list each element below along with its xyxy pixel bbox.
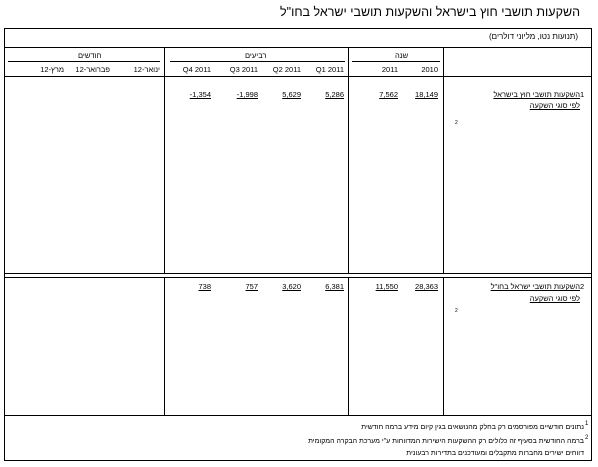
footnote-mark: 2 bbox=[455, 307, 458, 314]
header-monthly: חודשים bbox=[78, 51, 102, 60]
column-header: פברואר-12 bbox=[75, 65, 110, 74]
monthly-underline bbox=[8, 61, 160, 62]
col-sep-year-2 bbox=[443, 277, 444, 415]
header-quarterly: רביעים bbox=[245, 51, 267, 60]
quarterly-underline bbox=[170, 61, 345, 62]
report-subtitle: (תנועות נטו, מליוני דולרים) bbox=[489, 32, 578, 41]
note-2: ברמה החודשית בסעיף זה כלולים רק ההשקעות הישירות המדווחות ע"י מערכת הבקרה המקומית bbox=[308, 438, 584, 445]
section-label: השקעות תושבי ישראל בחו"ל bbox=[490, 282, 580, 291]
note-mark-2: 2 bbox=[585, 435, 589, 441]
col-sep-monthly-2 bbox=[164, 277, 165, 415]
section-label: השקעות תושבי חוץ בישראל bbox=[493, 90, 580, 99]
col-sep-monthly bbox=[164, 48, 165, 273]
footnote-mark: 2 bbox=[455, 119, 458, 126]
column-header: Q1 2011 bbox=[315, 65, 344, 74]
section-total-cell: -1,998 bbox=[236, 90, 258, 99]
frame-subtitle-line bbox=[4, 47, 592, 48]
column-header: Q3 2011 bbox=[229, 65, 258, 74]
column-header-line bbox=[4, 76, 592, 77]
note-mark-1: 1 bbox=[585, 421, 589, 427]
column-header: Q2 2011 bbox=[272, 65, 301, 74]
column-header: ינואר-12 bbox=[133, 65, 160, 74]
section-total-cell: 757 bbox=[245, 282, 258, 291]
frame-top bbox=[4, 28, 592, 29]
frame-right bbox=[591, 28, 592, 460]
section-total-cell: 5,286 bbox=[325, 90, 344, 99]
section-divider-top bbox=[4, 273, 592, 274]
section-subheader: לפי סוגי השקעה bbox=[529, 101, 580, 110]
notes-divider bbox=[4, 415, 592, 416]
header-year: שנה bbox=[395, 51, 409, 60]
col-sep-year bbox=[443, 48, 444, 273]
year-underline bbox=[352, 61, 440, 62]
col-sep-quarterly bbox=[348, 48, 349, 273]
col-sep-quarterly-2 bbox=[348, 277, 349, 415]
section-index: 1 bbox=[580, 90, 585, 99]
section-total-cell: 11,550 bbox=[375, 282, 398, 291]
note-1: נתונים חודשיים מפורסמים רק בחלק מהנושאים בגין קיום מידע ברמה חודשית bbox=[361, 424, 584, 431]
section-index: 2 bbox=[580, 282, 585, 291]
column-header: 2011 bbox=[381, 65, 398, 74]
column-header: Q4 2011 bbox=[182, 65, 211, 74]
column-header: מרץ-12 bbox=[40, 65, 64, 74]
section-total-cell: 28,363 bbox=[415, 282, 438, 291]
section-subheader: לפי סוגי השקעה bbox=[529, 294, 580, 303]
section-total-cell: -1,354 bbox=[189, 90, 211, 99]
section-total-cell: 738 bbox=[198, 282, 211, 291]
section-total-cell: 7,562 bbox=[379, 90, 398, 99]
section-total-cell: 18,149 bbox=[415, 90, 438, 99]
note-3: דווחים ישירים מחברות מתקבלים ומעודכנים בתדירות רבעונית bbox=[406, 450, 584, 457]
column-header: 2010 bbox=[421, 65, 438, 74]
frame-left bbox=[4, 28, 5, 460]
section-total-cell: 3,620 bbox=[282, 282, 301, 291]
report-title: השקעות תושבי חוץ בישראל והשקעות תושבי ישראל בחו"ל bbox=[280, 5, 580, 19]
section-total-cell: 6,381 bbox=[325, 282, 344, 291]
section-total-cell: 5,629 bbox=[282, 90, 301, 99]
frame-bottom bbox=[4, 460, 592, 461]
section-divider-bottom bbox=[4, 277, 592, 278]
